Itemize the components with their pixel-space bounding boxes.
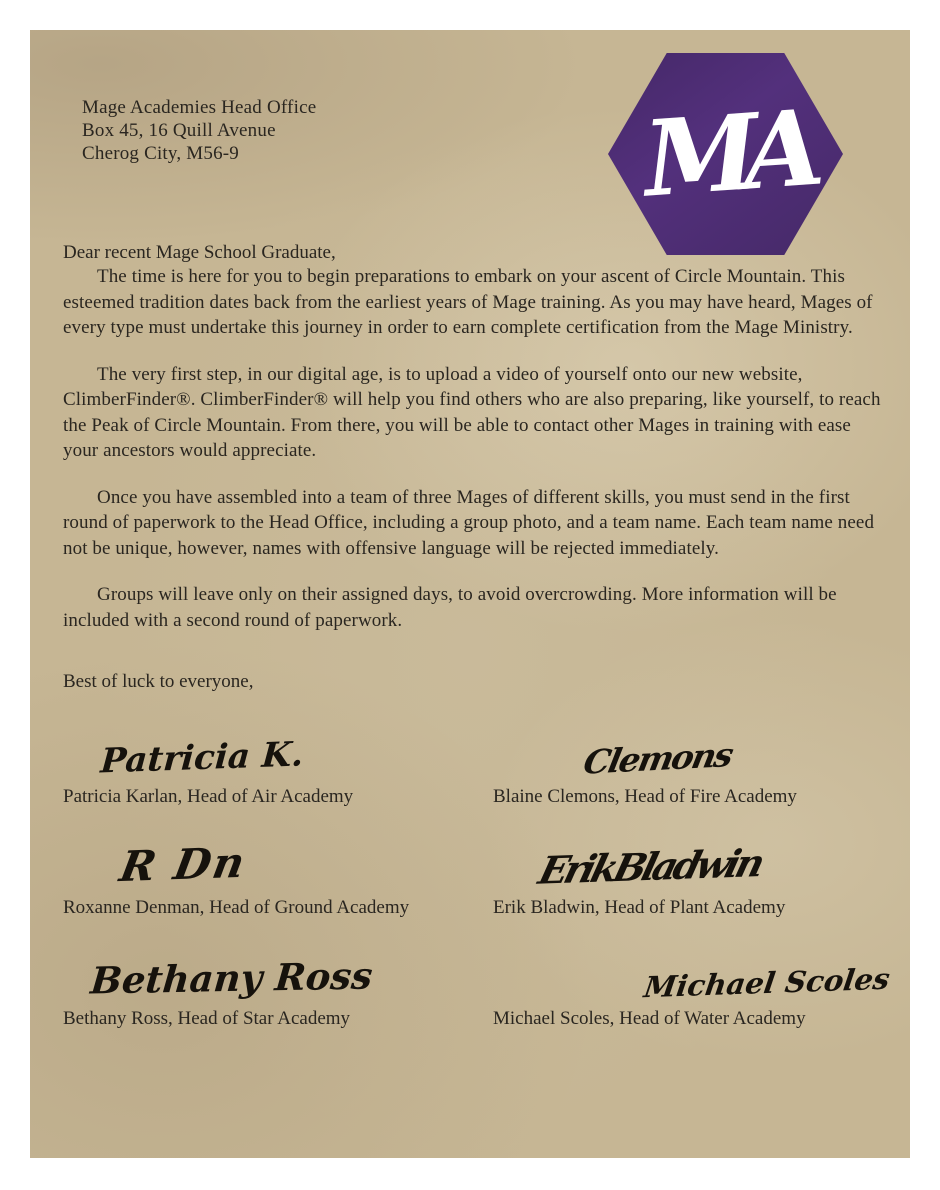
signature-roxanne-denman: R Dn bbox=[116, 837, 251, 892]
sender-street: Box 45, 16 Quill Avenue bbox=[82, 120, 276, 141]
closing-line: Best of luck to everyone, bbox=[63, 671, 254, 692]
salutation: Dear recent Mage School Graduate, bbox=[63, 242, 336, 263]
signature-cell-plant bbox=[493, 814, 882, 925]
paragraph-1: The time is here for you to begin preparations to embark on your ascent of Circle Mountain. This esteemed tradition dates back from the earliest years of Mage training. As you may have heard, Mages of every type must undertake this journey in order to earn complete certification from the Mage Ministry. bbox=[63, 266, 873, 338]
signature-cell-air bbox=[63, 703, 493, 814]
paragraph-4: Groups will leave only on their assigned days, to avoid overcrowding. More information will be included with a second round of paperwork. bbox=[63, 584, 837, 631]
letterhead bbox=[63, 86, 882, 221]
signature-cell-fire bbox=[493, 703, 882, 814]
signature-label-plant: Erik Bladwin, Head of Plant Academy bbox=[493, 897, 786, 918]
signature-label-star: Bethany Ross, Head of Star Academy bbox=[63, 1008, 351, 1029]
signature-cell-ground bbox=[63, 814, 493, 925]
paragraph-2: The very first step, in our digital age, is to upload a video of yourself onto our new website, ClimberFinder®. ClimberFinder® will help you find others who are also preparing, like yourself, to reach the Peak of Circle Mountain. From there, you will be able to contact other Mages in training with ease your ancestors would appreciate. bbox=[63, 363, 881, 461]
signature-blaine-clemons: Clemons bbox=[580, 735, 735, 782]
letter-body bbox=[63, 242, 893, 1036]
signature-cell-water bbox=[493, 925, 893, 1036]
signature-block bbox=[63, 703, 893, 1036]
signature-cell-star bbox=[63, 925, 493, 1036]
signature-label-air: Patricia Karlan, Head of Air Academy bbox=[63, 786, 354, 807]
paragraph-3: Once you have assembled into a team of three Mages of different skills, you must send in the first round of paperwork to the Head Office, including a group photo, and a team name. Each team name need not be unique, however, names with offensive language will be rejected immediately. bbox=[63, 486, 875, 559]
sender-city: Cherog City, M56-9 bbox=[82, 143, 240, 164]
logo-monogram: MA bbox=[639, 86, 812, 221]
signature-michael-scoles: Michael Scoles bbox=[641, 961, 893, 1005]
sender-name: Mage Academies Head Office bbox=[82, 97, 317, 118]
signature-bethany-ross: Bethany Ross bbox=[88, 953, 375, 1003]
signature-label-fire: Blaine Clemons, Head of Fire Academy bbox=[493, 786, 797, 807]
signature-patricia-karlan: Patricia K. bbox=[99, 734, 305, 782]
letter-page bbox=[30, 30, 910, 1158]
mage-academies-logo bbox=[608, 52, 843, 256]
signature-erik-bladwin: ErikBladwin bbox=[534, 840, 766, 893]
hexagon-logo-icon bbox=[608, 52, 843, 256]
signature-label-water: Michael Scoles, Head of Water Academy bbox=[493, 1008, 806, 1029]
signature-label-ground: Roxanne Denman, Head of Ground Academy bbox=[63, 897, 410, 918]
